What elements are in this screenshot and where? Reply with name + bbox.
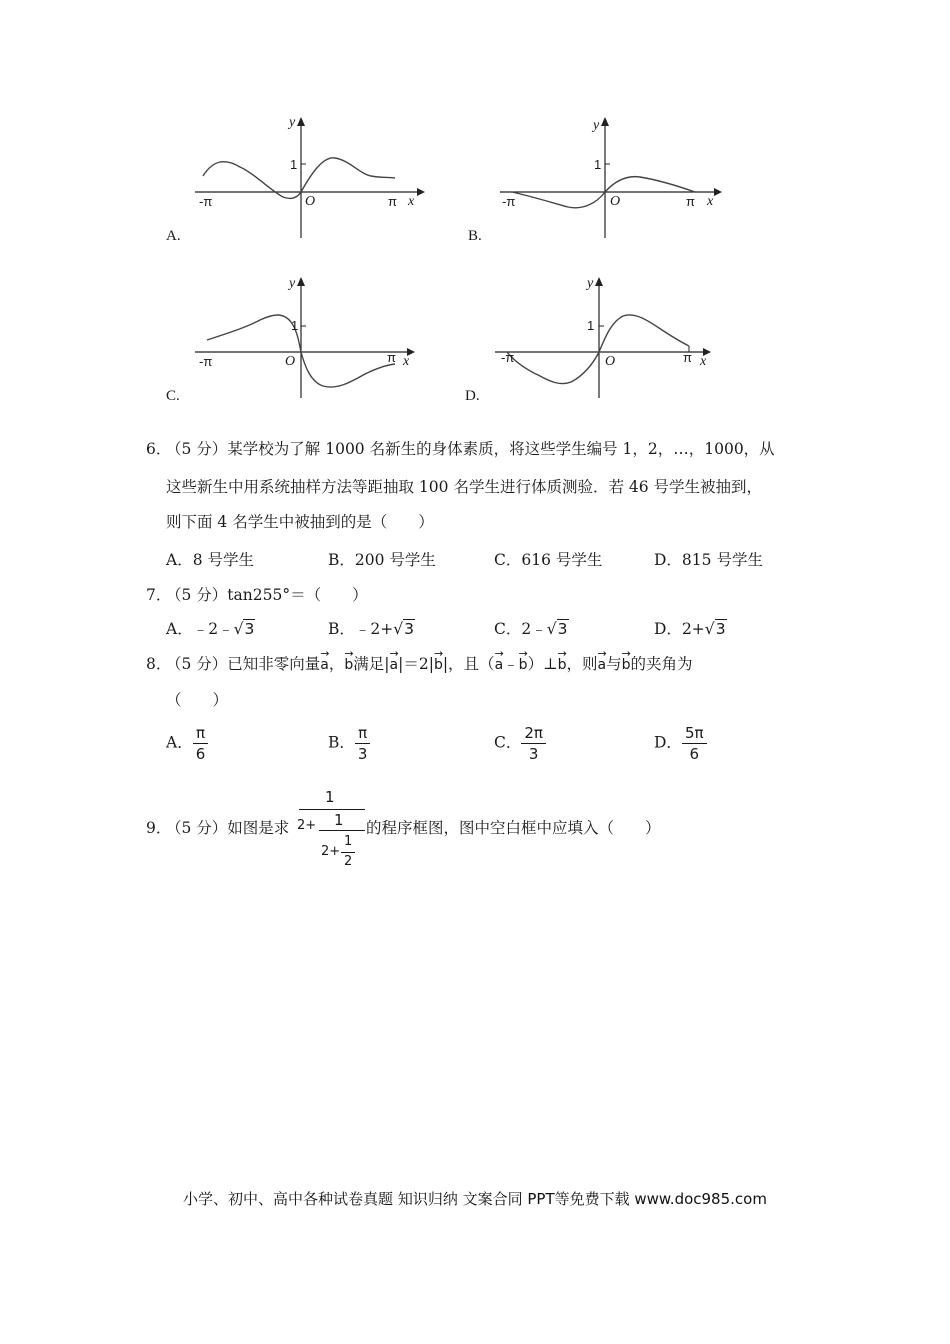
graph-a-one: 1 [290,157,298,172]
graph-b-one: 1 [594,157,602,172]
fraction-numerator: 2π [521,724,546,744]
q7-option-b-pre: ﹣2+ [354,620,394,638]
q8-number: 8． [146,655,172,673]
q7-option-c-label: C． [494,620,522,638]
fraction [355,724,371,763]
vector-a: → a [390,655,399,675]
q7-option-b-radicand: 3 [404,620,415,638]
q8-sep: ， [328,655,345,673]
continued-fraction [297,788,367,878]
graph-b-label: B. [468,228,482,244]
q6-line1: （5 分）某学校为了解 1000 名新生的身体素质，将这些学生编号 1，2，…，1000，从 [166,440,775,458]
fraction-numerator: π [193,724,208,744]
sqrt-icon: √3 [704,620,726,638]
graph-d-x-label: x [700,354,707,369]
vector-a: → a [598,655,607,675]
q7-option-c-radicand: 3 [557,620,568,638]
q7-option-a[interactable] [166,617,255,639]
q8-text-7: ，则 [566,655,598,673]
graph-c-one: 1 [291,318,299,333]
graph-b-y-label: y [593,118,600,133]
vector-b: → b [558,655,567,675]
fraction [193,724,209,763]
cf-small-numerator: 1 [344,834,353,849]
cf-two-plus: 2+ [297,818,317,833]
graph-a-origin: O [305,194,316,209]
graph-d-pi: π [683,350,692,365]
graph-a-neg-pi: -π [199,194,213,209]
graph-b-origin: O [610,194,621,209]
graph-d [495,272,725,402]
vector-b: → b [519,655,528,675]
graph-a-pi: π [388,194,397,209]
graph-c-pi: π [387,350,396,365]
q8-option-a[interactable] [166,724,208,763]
q7-option-b-label: B． [328,620,355,638]
q8-option-a-label: A． [166,733,193,752]
q8-line2: （ ） [166,691,229,709]
q8-text-2: 满足| [353,655,390,673]
graph-d-origin: O [605,354,616,369]
page-footer: 小学、初中、高中各种试卷真题 知识归纳 文案合同 PPT等免费下载 www.doc985.com [183,1190,767,1208]
graph-d-neg-pi: -π [501,350,515,365]
q8-text-8: 与 [606,655,622,673]
graph-b-x-label: x [707,194,714,209]
q8-option-c[interactable] [494,724,546,763]
q7-option-a-radicand: 3 [244,620,255,638]
graph-d-one: 1 [587,318,595,333]
q6-option-a[interactable]: A．8 号学生 [166,551,254,569]
fraction-denominator: 6 [689,745,699,763]
fraction-denominator: 3 [528,745,539,763]
graph-c-label: C. [166,388,180,404]
fraction [682,724,707,763]
graph-b-neg-pi: -π [502,194,516,209]
q8-option-b[interactable] [328,724,370,763]
graph-a-x-label: x [408,194,415,209]
vector-b: → b [434,655,443,675]
fraction-numerator: π [355,724,370,744]
q6-option-d[interactable]: D．815 号学生 [654,551,763,569]
q8-text-3: |＝2| [398,655,434,673]
sqrt-icon: √3 [546,620,568,638]
q7-number: 7． [146,586,172,604]
cf-small-denominator: 2 [344,854,353,869]
q8-option-d-label: D． [654,733,682,752]
vector-a: → a [320,655,329,675]
q6-line2: 这些新生中用系统抽样方法等距抽取 100 名学生进行体质测验．若 46 号学生被抽到， [166,478,763,496]
vector-b: → b [622,655,631,675]
q8-text-6: ）⊥ [527,655,558,673]
graph-c [195,272,425,402]
q9-text-1: （5 分）如图是求 [166,819,290,837]
q6-option-c[interactable]: C．616 号学生 [494,551,603,569]
graph-c-neg-pi: -π [199,354,213,369]
q8-option-b-label: B． [328,733,355,752]
cf-small-bar [341,852,355,853]
q7-stem: （5 分）tan255°＝（ ） [166,586,368,604]
fraction [521,724,546,763]
sqrt-icon: √3 [393,620,415,638]
fraction-numerator: 5π [682,724,707,744]
graph-b [500,112,730,242]
cf-mid-bar [319,830,365,831]
q6-line3: 则下面 4 名学生中被抽到的是（ ） [166,513,434,531]
q7-option-a-pre: ﹣2﹣ [192,620,234,638]
q9-number: 9． [146,819,172,837]
graph-a [195,112,425,242]
q6-option-b[interactable]: B．200 号学生 [328,551,436,569]
q7-option-c-pre: 2﹣ [521,620,547,638]
q7-option-d-pre: 2+ [681,620,705,638]
sqrt-icon: √3 [233,620,255,638]
cf-two-plus-inner: 2+ [321,844,341,859]
q8-text-4: |，且（ [442,655,495,673]
q8-text-1: （5 分）已知非零向量 [166,655,321,673]
cf-top-numerator: 1 [325,788,335,806]
fraction-denominator: 3 [357,745,368,763]
q9-text-2: 的程序框图，图中空白框中应填入（ ） [366,819,661,837]
graph-a-y-label: y [289,115,296,130]
q8-text-9: 的夹角为 [630,655,693,673]
graph-c-x-label: x [403,354,410,369]
graph-b-pi: π [686,194,695,209]
graph-c-y-label: y [289,276,296,291]
q7-option-a-label: A． [166,620,193,638]
q7-option-d-radicand: 3 [715,620,726,638]
q8-text-5: ﹣ [503,655,519,673]
q7-option-d[interactable] [654,617,727,639]
q7-option-c[interactable] [494,617,569,639]
q7-option-d-label: D． [654,620,682,638]
vector-b: → b [344,655,353,675]
q8-stem [166,654,693,675]
graph-d-label: D. [465,388,480,404]
q6-number: 6． [146,440,172,458]
q7-option-b[interactable] [328,617,415,639]
graph-c-origin: O [285,354,296,369]
vector-a: → a [495,655,504,675]
graph-d-y-label: y [587,276,594,291]
cf-main-bar [299,809,365,810]
fraction-denominator: 6 [195,745,206,763]
cf-mid-numerator: 1 [334,811,344,829]
graph-a-label: A. [166,228,181,244]
q8-option-d[interactable] [654,724,707,763]
q8-option-c-label: C． [494,733,522,752]
